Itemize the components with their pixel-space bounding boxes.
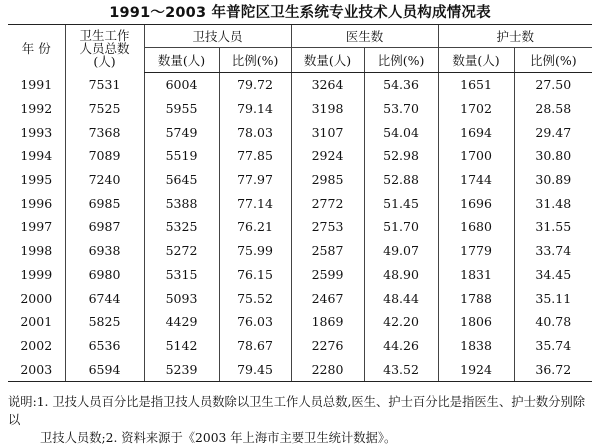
table-cell: 5645 (144, 168, 219, 192)
header-nurse-ratio: 比例(%) (514, 48, 592, 73)
table-cell: 6985 (65, 191, 144, 215)
table-row (8, 144, 592, 168)
table-cell: 1869 (291, 310, 364, 334)
table-cell: 76.03 (219, 310, 291, 334)
table-row (8, 73, 592, 97)
table-cell: 76.21 (219, 215, 291, 239)
table-cell: 77.97 (219, 168, 291, 192)
header-nurse-count: 数量(人) (438, 48, 514, 73)
header-group-doctors: 医生数 (291, 25, 438, 48)
table-cell: 54.04 (364, 120, 438, 144)
table-cell: 2587 (291, 239, 364, 263)
table-title: 1991～2003 年普陀区卫生系统专业技术人员构成情况表 (109, 5, 491, 21)
table-cell: 3264 (291, 73, 364, 97)
table-cell: 6987 (65, 215, 144, 239)
table-cell: 5093 (144, 286, 219, 310)
table-cell: 6004 (144, 73, 219, 97)
table-row (8, 334, 592, 358)
table-cell: 6938 (65, 239, 144, 263)
table-cell: 3198 (291, 97, 364, 121)
table-cell: 44.26 (364, 334, 438, 358)
table-cell: 5825 (65, 310, 144, 334)
table-row (8, 286, 592, 310)
table-cell: 1997 (20, 219, 53, 235)
table-cell: 1651 (438, 73, 514, 97)
table-cell: 4429 (144, 310, 219, 334)
table-cell: 7531 (65, 73, 144, 97)
table-cell: 34.45 (514, 263, 592, 287)
table-row (8, 215, 592, 239)
table-row (8, 97, 592, 121)
header-group-nurses: 护士数 (438, 25, 592, 48)
header-doctor-ratio: 比例(%) (364, 48, 438, 73)
table-cell: 7240 (65, 168, 144, 192)
table-cell: 1700 (438, 144, 514, 168)
table-cell: 1992 (20, 101, 53, 117)
table-cell: 7368 (65, 120, 144, 144)
table-cell: 2772 (291, 191, 364, 215)
table-cell: 2001 (20, 314, 53, 330)
table-cell: 48.90 (364, 263, 438, 287)
table-cell: 1788 (438, 286, 514, 310)
table-cell: 1696 (438, 191, 514, 215)
table-cell: 7089 (65, 144, 144, 168)
staff-composition-table (8, 24, 592, 382)
header-total-line1: 卫生工作 (79, 28, 130, 44)
table-cell: 77.14 (219, 191, 291, 215)
table-row (8, 120, 592, 144)
table-cell: 1995 (20, 172, 53, 188)
table-cell: 30.80 (514, 144, 592, 168)
table-cell: 76.15 (219, 263, 291, 287)
table-cell: 2000 (20, 290, 53, 306)
table-cell: 1779 (438, 239, 514, 263)
table-cell: 1838 (438, 334, 514, 358)
table-cell: 36.72 (514, 357, 592, 381)
table-cell: 2280 (291, 357, 364, 381)
table-cell: 79.45 (219, 357, 291, 381)
table-cell: 1998 (20, 243, 53, 259)
table-cell: 78.03 (219, 120, 291, 144)
table-cell: 1924 (438, 357, 514, 381)
header-total-line2: 人员总数 (79, 41, 130, 57)
table-cell: 2753 (291, 215, 364, 239)
table-cell: 29.47 (514, 120, 592, 144)
table-cell: 6536 (65, 334, 144, 358)
table-cell: 79.72 (219, 73, 291, 97)
table-cell: 1996 (20, 195, 53, 211)
table-cell: 1680 (438, 215, 514, 239)
table-cell: 5325 (144, 215, 219, 239)
table-row (8, 310, 592, 334)
table-cell: 1744 (438, 168, 514, 192)
table-cell: 2003 (8, 357, 65, 381)
table-cell: 43.52 (364, 357, 438, 381)
table-row (8, 239, 592, 263)
table-cell: 2276 (291, 334, 364, 358)
table-cell: 1999 (20, 266, 53, 282)
table-cell: 31.48 (514, 191, 592, 215)
header-tech-count: 数量(人) (144, 48, 219, 73)
table-cell: 75.99 (219, 239, 291, 263)
table-cell: 52.88 (364, 168, 438, 192)
table-row (8, 263, 592, 287)
table-cell: 35.74 (514, 334, 592, 358)
note-line-1: 说明:1. 卫技人员百分比是指卫技人员数除以卫生工作人员总数,医生、护士百分比是指医生、护士数分别除以 (8, 395, 586, 427)
table-cell: 30.89 (514, 168, 592, 192)
table-cell: 5142 (144, 334, 219, 358)
header-year: 年 份 (8, 25, 65, 73)
table-row (8, 168, 592, 192)
table-cell: 6980 (65, 263, 144, 287)
table-row (8, 357, 592, 381)
table-cell: 2467 (291, 286, 364, 310)
table-cell: 1702 (438, 97, 514, 121)
table-cell: 52.98 (364, 144, 438, 168)
table-cell: 5749 (144, 120, 219, 144)
table-cell: 6744 (65, 286, 144, 310)
table-cell: 3107 (291, 120, 364, 144)
table-row (8, 191, 592, 215)
table-cell: 27.50 (514, 73, 592, 97)
table-cell: 2599 (291, 263, 364, 287)
table-cell: 2924 (291, 144, 364, 168)
table-cell: 53.70 (364, 97, 438, 121)
header-tech-ratio: 比例(%) (219, 48, 291, 73)
table-cell: 6594 (65, 357, 144, 381)
table-cell: 1806 (438, 310, 514, 334)
table-cell: 5519 (144, 144, 219, 168)
table-cell: 75.52 (219, 286, 291, 310)
table-cell: 1831 (438, 263, 514, 287)
table-cell: 79.14 (219, 97, 291, 121)
table-cell: 5388 (144, 191, 219, 215)
note-line-2: 卫技人员数;2. 资料来源于《2003 年上海市主要卫生统计数据》。 (40, 431, 397, 445)
table-cell: 5315 (144, 263, 219, 287)
table-cell: 1694 (438, 120, 514, 144)
table-cell: 1993 (20, 124, 53, 140)
table-note (8, 393, 592, 447)
table-cell: 49.07 (364, 239, 438, 263)
table-cell: 35.11 (514, 286, 592, 310)
table-cell: 78.67 (219, 334, 291, 358)
table-body (8, 73, 592, 382)
table-cell: 54.36 (364, 73, 438, 97)
header-total-line3: (人) (93, 54, 116, 70)
table-cell: 42.20 (364, 310, 438, 334)
header-group-tech: 卫技人员 (144, 25, 291, 48)
table-cell: 40.78 (514, 310, 592, 334)
table-cell: 5272 (144, 239, 219, 263)
table-cell: 48.44 (364, 286, 438, 310)
header-doctor-count: 数量(人) (291, 48, 364, 73)
table-cell: 2002 (20, 337, 53, 353)
table-cell: 7525 (65, 97, 144, 121)
table-cell: 31.55 (514, 215, 592, 239)
table-cell: 77.85 (219, 144, 291, 168)
table-cell: 51.45 (364, 191, 438, 215)
table-cell: 5955 (144, 97, 219, 121)
table-cell: 5239 (144, 357, 219, 381)
header-total-staff (65, 25, 144, 73)
table-cell: 28.58 (514, 97, 592, 121)
table-cell: 2985 (291, 168, 364, 192)
table-cell: 33.74 (514, 239, 592, 263)
table-cell: 1991 (20, 77, 53, 93)
table-cell: 1994 (20, 148, 53, 164)
table-cell: 51.70 (364, 215, 438, 239)
